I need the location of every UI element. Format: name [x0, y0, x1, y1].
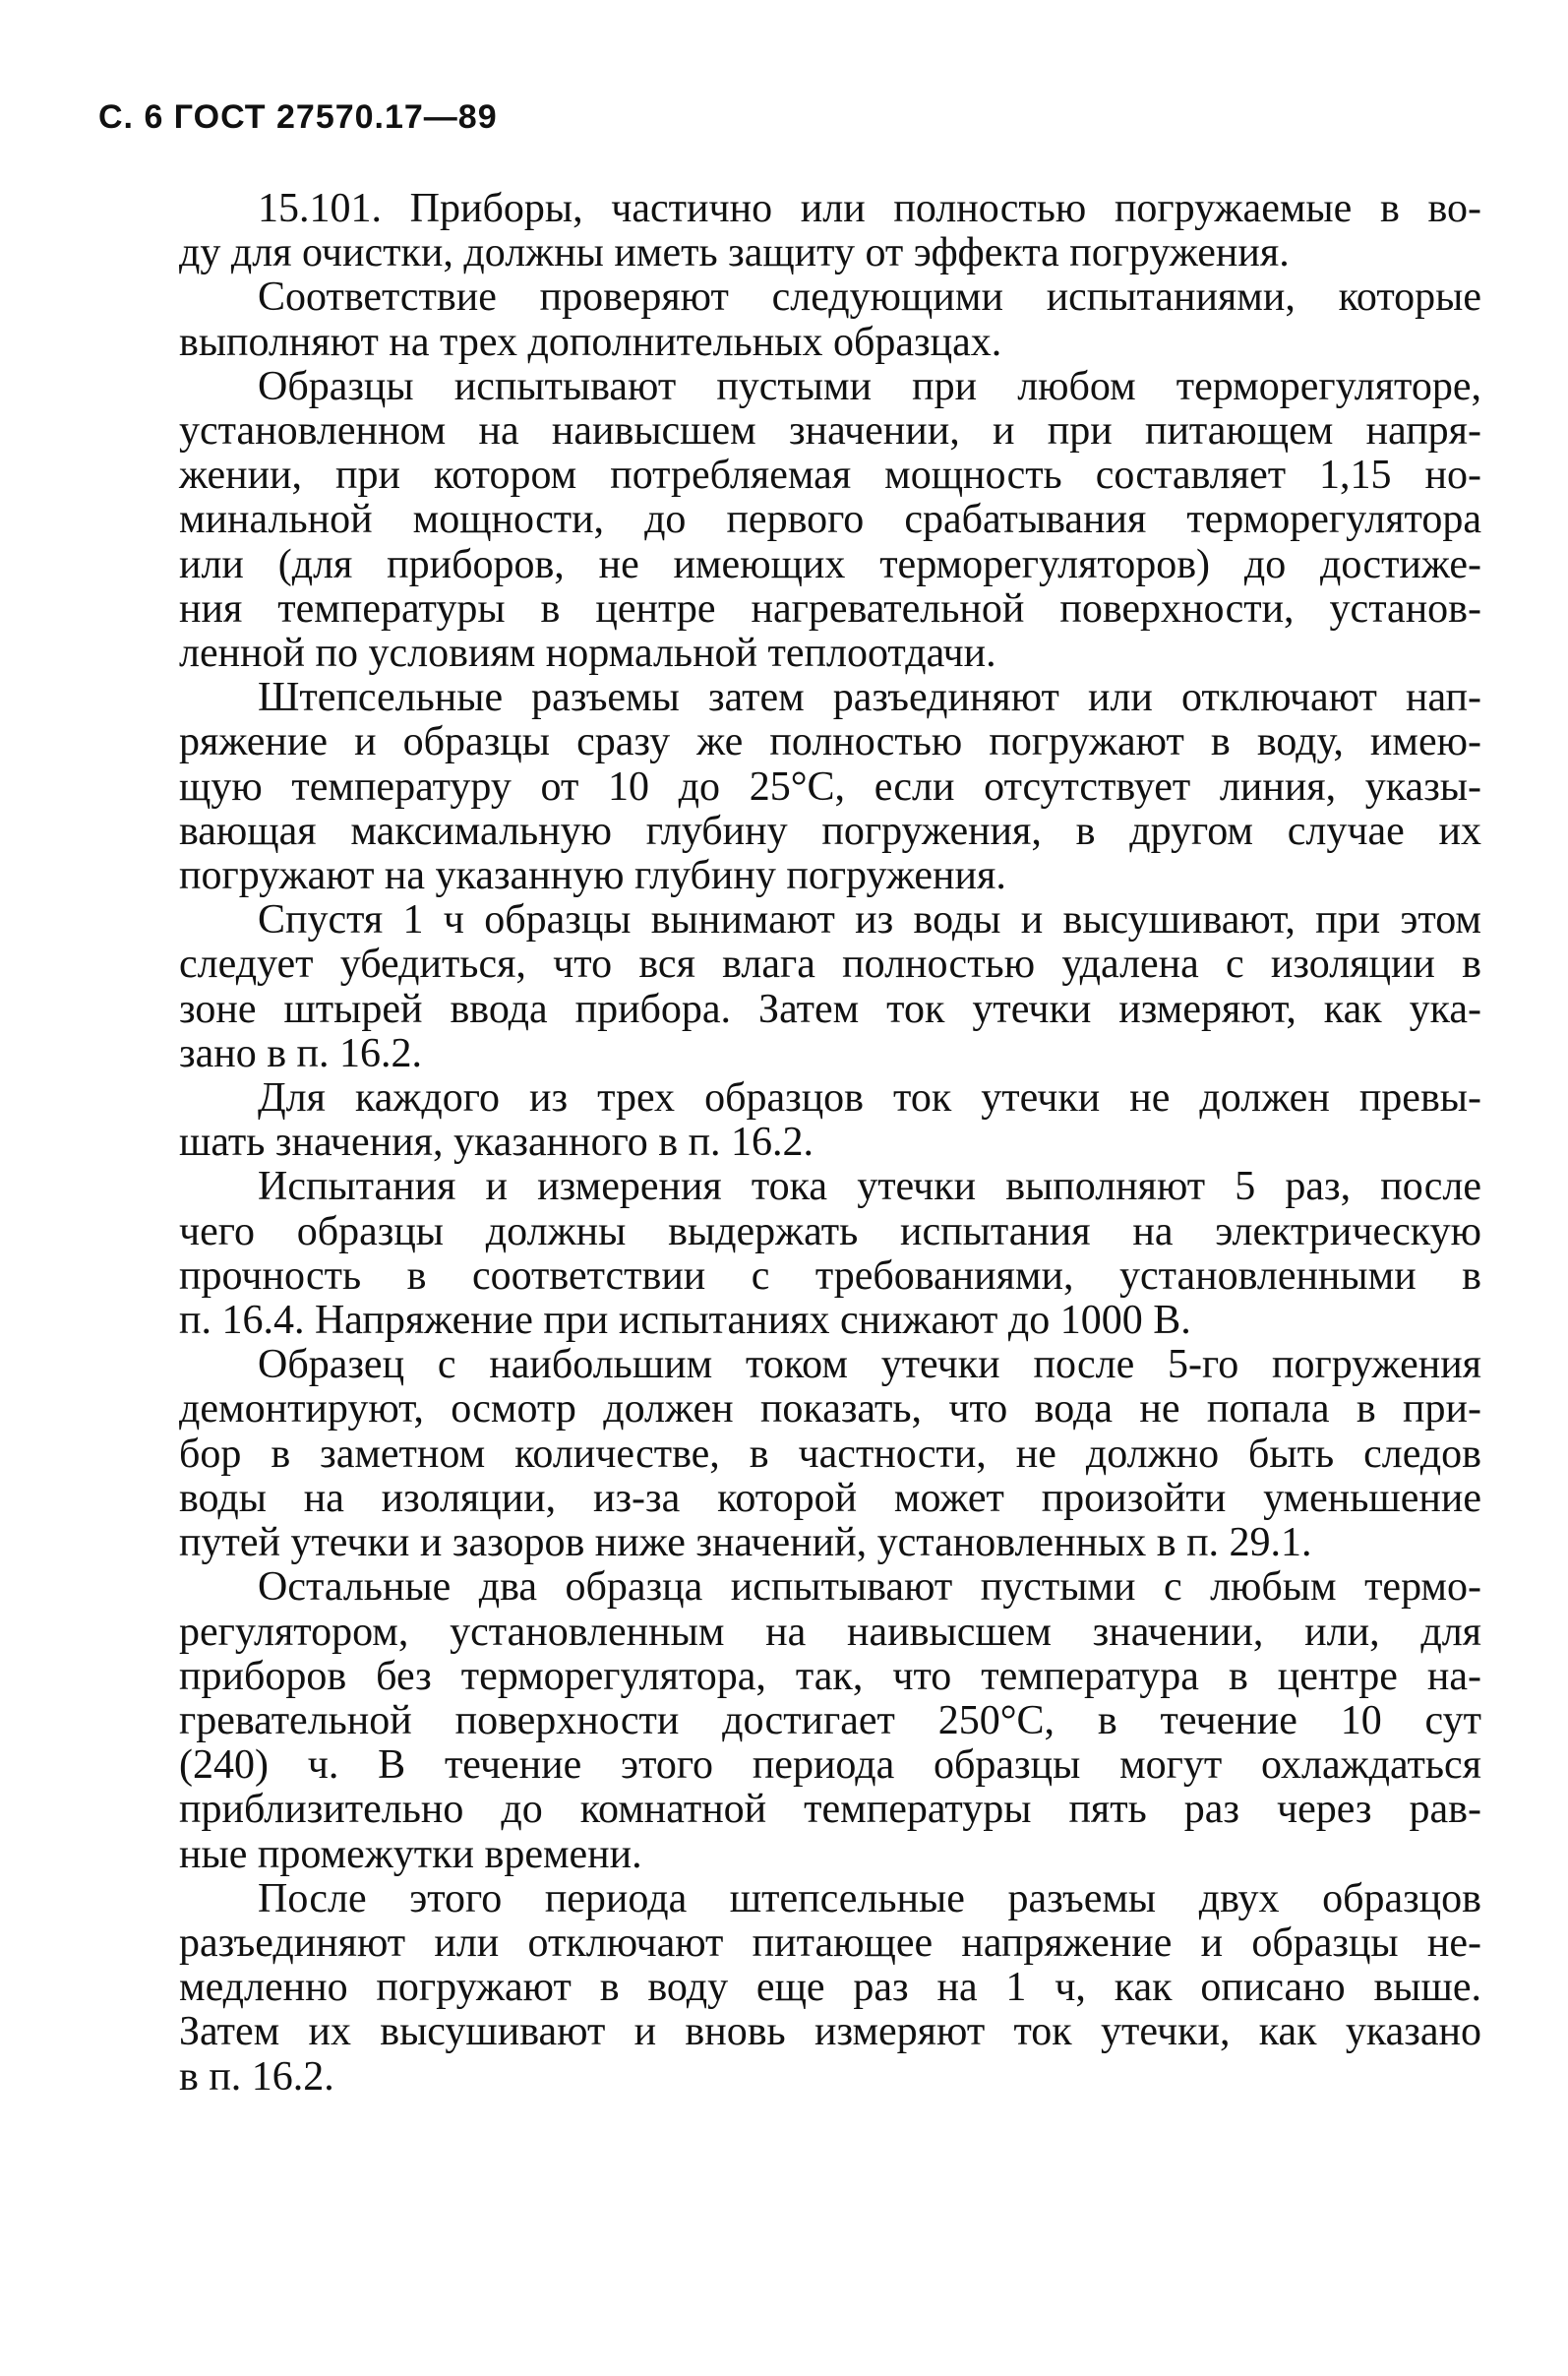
text-line: установленном на наивысшем значении, и при питающем напря-: [179, 409, 1481, 455]
text-line: или (для приборов, не имеющих терморегуляторов) до достиже-: [179, 542, 1481, 587]
paragraph-compliance: [100, 275, 1481, 364]
paragraph-samples-tested: [100, 365, 1481, 676]
text-line: выполняют на трех дополнительных образцах.: [179, 320, 1002, 365]
text-line: медленно погружают в воду еще раз на 1 ч, как описано выше.: [179, 1966, 1481, 2011]
text-line: Образцы испытывают пустыми при любом терморегуляторе,: [258, 364, 1481, 409]
text-line: зоне штырей ввода прибора. Затем ток утечки измеряют, как ука-: [179, 987, 1481, 1032]
text-line: погружают на указанную глубину погружения.: [179, 854, 1006, 899]
text-line: шать значения, указанного в п. 16.2.: [179, 1121, 814, 1166]
text-line: Образец с наибольшим током утечки после 5-го погружения: [258, 1343, 1481, 1388]
text-line: приборов без терморегулятора, так, что температура в центре на-: [179, 1654, 1481, 1699]
text-line: прочность в соответствии с требованиями, установленными в: [179, 1253, 1481, 1299]
document-body: [100, 187, 1481, 2100]
text-line: гревательной поверхности достигает 250°С, в течение 10 сут: [179, 1698, 1481, 1743]
paragraph-remaining-samples: [100, 1565, 1481, 1876]
text-line: После этого периода штепсельные разъемы двух образцов: [258, 1876, 1481, 1921]
text-line: Спустя 1 ч образцы вынимают из воды и высушивают, при этом: [258, 898, 1481, 944]
text-line: п. 16.4. Напряжение при испытаниях снижают до 1000 В.: [179, 1299, 1191, 1344]
text-line: минальной мощности, до первого срабатывания терморегулятора: [179, 498, 1481, 543]
text-line: жении, при котором потребляемая мощность составляет 1,15 но-: [179, 454, 1481, 499]
text-line: Затем их высушивают и вновь измеряют ток утечки, как указано: [179, 2010, 1481, 2055]
text-line: Соответствие проверяют следующими испытаниями, которые: [258, 275, 1481, 321]
paragraph-immersion: [100, 676, 1481, 898]
text-line: щую температуру от 10 до 25°С, если отсутствует линия, указы-: [179, 764, 1481, 810]
text-line: вающая максимальную глубину погружения, в другом случае их: [179, 809, 1481, 854]
paragraph-leakage-limit: [100, 1076, 1481, 1165]
paragraph-drying: [100, 898, 1481, 1076]
text-line: ния температуры в центре нагревательной поверхности, установ-: [179, 586, 1481, 632]
text-line: Остальные два образца испытывают пустыми с любым термо-: [258, 1565, 1481, 1611]
text-line: демонтируют, осмотр должен показать, что вода не попала в при-: [179, 1387, 1481, 1432]
text-line: Для каждого из трех образцов ток утечки не должен превы-: [258, 1076, 1481, 1122]
text-line: ленной по условиям нормальной теплоотдачи.: [179, 632, 996, 677]
text-line: зано в п. 16.2.: [179, 1031, 423, 1076]
text-line: Штепсельные разъемы затем разъединяют или отключают нап-: [258, 676, 1481, 721]
paragraph-final-immersion: [100, 1877, 1481, 2100]
paragraph-15-101: [100, 187, 1481, 275]
text-line: воды на изоляции, из-за которой может произойти уменьшение: [179, 1476, 1481, 1521]
text-line: путей утечки и зазоров ниже значений, установленных в п. 29.1.: [179, 1521, 1312, 1566]
text-line: ные промежутки времени.: [179, 1832, 642, 1877]
text-line: 15.101. Приборы, частично или полностью погружаемые в во-: [258, 187, 1481, 231]
page-header: С. 6 ГОСТ 27570.17—89: [98, 98, 498, 136]
paragraph-dismantle: [100, 1343, 1481, 1565]
text-line: приблизительно до комнатной температуры пять раз через рав-: [179, 1788, 1481, 1833]
text-line: в п. 16.2.: [179, 2054, 334, 2100]
text-line: бор в заметном количестве, в частности, не должно быть следов: [179, 1432, 1481, 1477]
text-line: разъединяют или отключают питающее напряжение и образцы не-: [179, 1920, 1481, 1966]
text-line: ду для очистки, должны иметь защиту от эффекта погружения.: [179, 231, 1290, 276]
text-line: (240) ч. В течение этого периода образцы могут охлаждаться: [179, 1743, 1481, 1789]
text-line: следует убедиться, что вся влага полностью удалена с изоляции в: [179, 943, 1481, 988]
text-line: чего образцы должны выдержать испытания на электрическую: [179, 1209, 1481, 1254]
text-line: регулятором, установленным на наивысшем значении, или, для: [179, 1610, 1481, 1655]
text-line: Испытания и измерения тока утечки выполняют 5 раз, после: [258, 1165, 1481, 1210]
paragraph-repeat-tests: [100, 1165, 1481, 1343]
text-line: ряжение и образцы сразу же полностью погружают в воду, имею-: [179, 720, 1481, 765]
